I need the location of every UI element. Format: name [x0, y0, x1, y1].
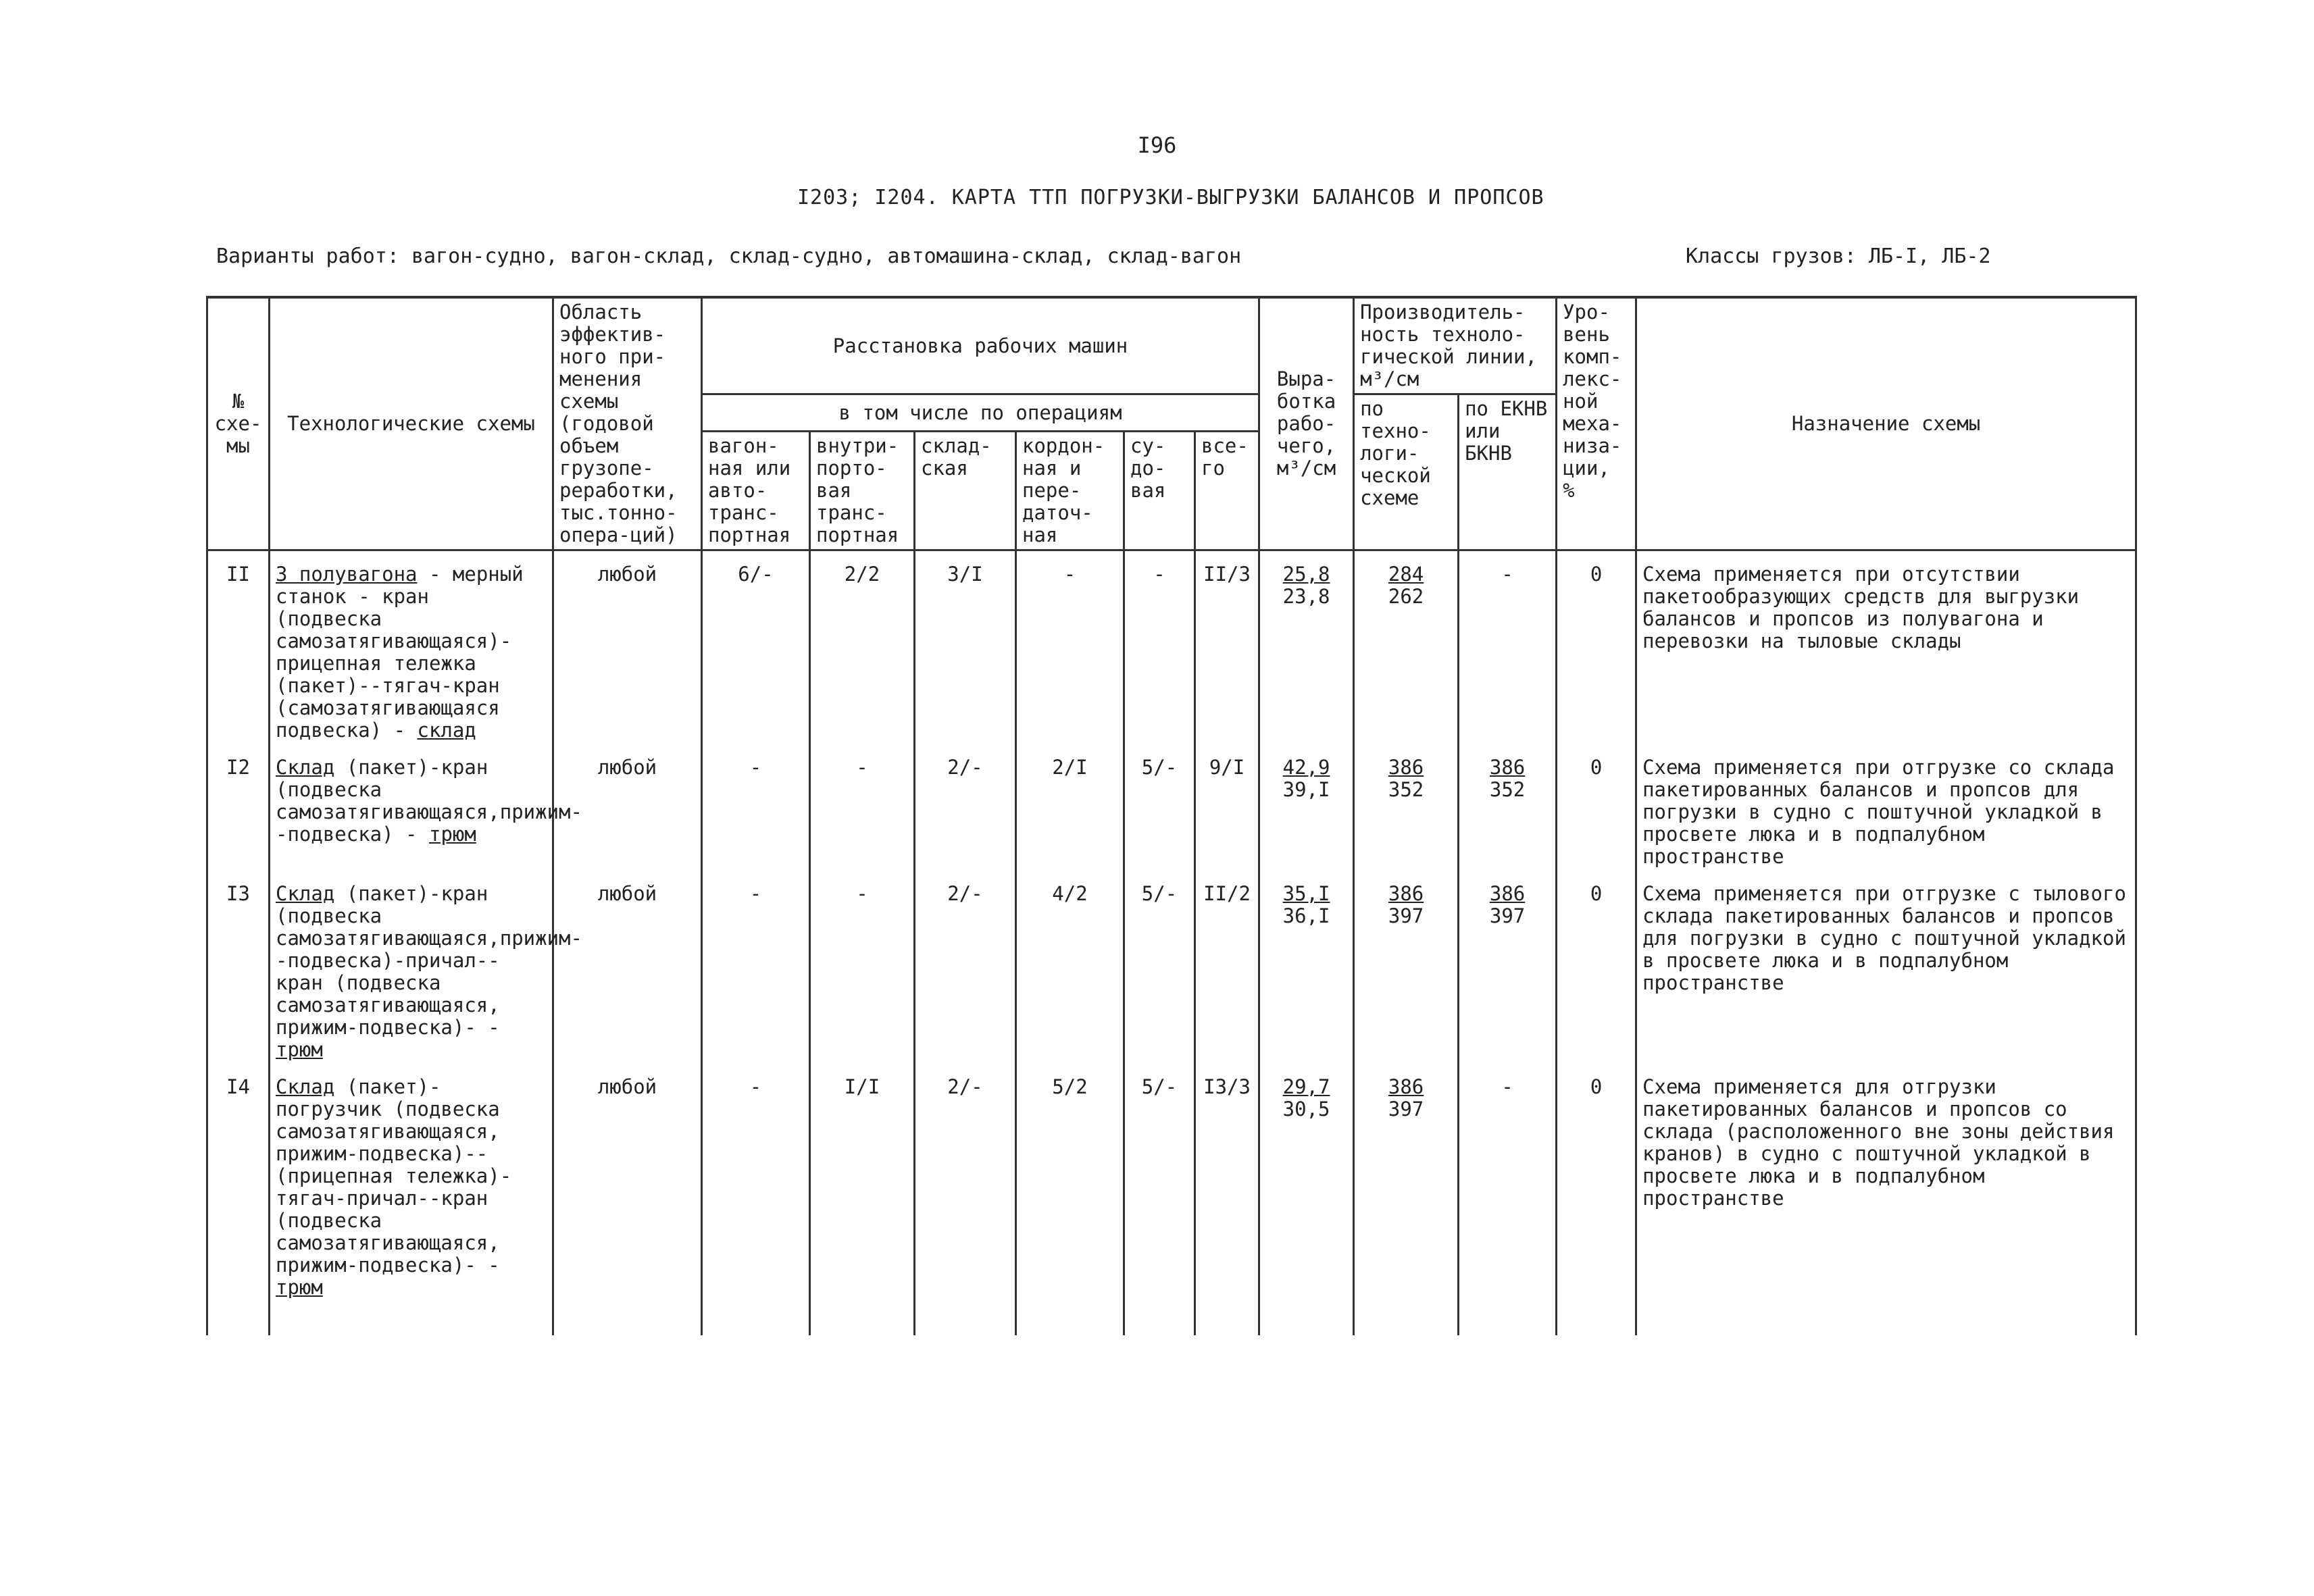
output-bottom: 23,8: [1282, 585, 1330, 608]
warehouse-cell: [915, 871, 1016, 1064]
header-purpose: Назначение схемы: [1636, 297, 2136, 550]
cell-text: любой: [597, 1075, 657, 1098]
cell-text: 2/-: [947, 882, 983, 905]
internal-cell: [810, 871, 915, 1064]
cell-text: 2/I: [1052, 756, 1088, 779]
scheme-middle: (пакет)-кран (подвеска самозатягивающаяся,прижим--подвеска) -: [276, 756, 582, 846]
productivity-cell: [1354, 1064, 1459, 1335]
scheme-number: [207, 1064, 270, 1335]
mech-level-cell: [1557, 744, 1636, 871]
cell-text: I2: [226, 756, 250, 779]
output-cell: [1259, 744, 1354, 871]
technology-table: [206, 296, 2137, 1335]
scheme-start: Склад: [276, 756, 335, 779]
cell-text: -: [749, 882, 762, 905]
table-row: [207, 550, 2136, 745]
output-top: 35,I: [1282, 882, 1330, 905]
cell-text: -: [856, 756, 868, 779]
cell-text: 0: [1590, 882, 1603, 905]
cell-text: 5/-: [1141, 882, 1178, 905]
eknv-top: -: [1501, 563, 1513, 586]
area-cell: [553, 550, 702, 745]
warehouse-cell: [915, 550, 1016, 745]
scheme-number: [207, 871, 270, 1064]
scheme-number: [207, 744, 270, 871]
table-row: [207, 871, 2136, 1064]
eknv-cell: [1459, 744, 1557, 871]
eknv-bottom: 352: [1489, 778, 1526, 801]
scheme-end: склад: [417, 719, 476, 742]
scheme-end: трюм: [428, 823, 476, 846]
cell-text: I3: [226, 882, 250, 905]
cell-text: 5/-: [1141, 756, 1178, 779]
cell-text: -: [749, 756, 762, 779]
header-scheme-no: № схе-мы: [207, 297, 270, 550]
cell-text: 0: [1590, 563, 1603, 586]
header-by-ops: в том числе по операциям: [702, 394, 1259, 432]
wagon-cell: [702, 550, 810, 745]
output-cell: [1259, 550, 1354, 745]
productivity-bottom: 352: [1388, 778, 1424, 801]
tech-scheme: [270, 871, 582, 1064]
scheme-number: [207, 550, 270, 745]
cell-text: -: [856, 882, 868, 905]
header-by-eknv: по ЕКНВ или БКНВ: [1459, 394, 1557, 550]
cell-text: I3/3: [1203, 1075, 1251, 1098]
ship-cell: [1124, 550, 1195, 745]
document-title: I203; I204. КАРТА ТТП ПОГРУЗКИ-ВЫГРУЗКИ БАЛАНСОВ И ПРОПСОВ: [797, 186, 1544, 209]
cordon-cell: [1016, 871, 1124, 1064]
header-by-scheme: по техно-логи-ческой схеме: [1354, 394, 1459, 550]
cell-text: II: [226, 563, 250, 586]
cell-text: Схема применяется при отгрузке с тылового склада пакетированных балансов и пропсов для погрузки в судно с поштучной укладкой в просвете люка и в подпалубном пространстве: [1642, 882, 2126, 994]
productivity-bottom: 397: [1388, 1098, 1424, 1121]
purpose-cell: [1636, 744, 2136, 871]
table-row: [207, 744, 2136, 871]
productivity-top: 386: [1388, 882, 1424, 905]
total-cell: [1195, 1064, 1259, 1335]
eknv-top: 386: [1489, 882, 1526, 905]
header-total: все-го: [1195, 432, 1259, 550]
cell-text: любой: [597, 882, 657, 905]
header-output: Выра-ботка рабо-чего, м³/см: [1259, 297, 1354, 550]
eknv-cell: [1459, 871, 1557, 1064]
ship-cell: [1124, 1064, 1195, 1335]
scheme-start: Склад: [276, 882, 335, 905]
cell-text: 4/2: [1052, 882, 1088, 905]
cell-text: -: [1153, 563, 1165, 586]
internal-cell: [810, 550, 915, 745]
eknv-top: 386: [1489, 756, 1526, 779]
header-area: Область эффектив-ного при-менения схемы (годовой объем грузопе-реработки, тыс.тонно-опера-ций): [553, 297, 702, 550]
cell-text: 5/2: [1052, 1075, 1088, 1098]
cell-text: I4: [226, 1075, 250, 1098]
cell-text: 9/I: [1209, 756, 1245, 779]
warehouse-cell: [915, 1064, 1016, 1335]
cell-text: 3/I: [947, 563, 983, 586]
header-tech-schemes: Технологические схемы: [270, 297, 553, 550]
cell-text: 2/-: [947, 1075, 983, 1098]
cell-text: I/I: [844, 1075, 880, 1098]
cargo-classes: Классы грузов: ЛБ-I, ЛБ-2: [1686, 244, 1991, 268]
purpose-cell: [1636, 871, 2136, 1064]
mech-level-cell: [1557, 550, 1636, 745]
work-variants: Варианты работ: вагон-судно, вагон-склад, склад-судно, автомашина-склад, склад-вагон: [216, 244, 1242, 268]
cell-text: любой: [597, 756, 657, 779]
output-top: 29,7: [1282, 1075, 1330, 1098]
eknv-bottom: 397: [1489, 904, 1526, 927]
cell-text: -: [749, 1075, 762, 1098]
wagon-cell: [702, 744, 810, 871]
area-cell: [553, 871, 702, 1064]
total-cell: [1195, 744, 1259, 871]
productivity-cell: [1354, 871, 1459, 1064]
page-number: I96: [1137, 132, 1177, 158]
tech-scheme: [270, 1064, 553, 1335]
productivity-cell: [1354, 744, 1459, 871]
productivity-bottom: 262: [1388, 585, 1424, 608]
productivity-top: 284: [1388, 563, 1424, 586]
output-cell: [1259, 1064, 1354, 1335]
eknv-top: -: [1501, 1075, 1513, 1098]
header-machines: Расстановка рабочих машин: [702, 297, 1259, 394]
scheme-middle: (пакет)-погрузчик (подвеска самозатягивающаяся, прижим-подвеска)--(прицепная тележка)-тягач-причал--кран (подвеска самозатягивающаяся, прижим-подвеска)- -: [276, 1075, 512, 1277]
productivity-top: 386: [1388, 1075, 1424, 1098]
cell-text: II/3: [1203, 563, 1251, 586]
area-cell: [553, 1064, 702, 1335]
eknv-cell: [1459, 1064, 1557, 1335]
warehouse-cell: [915, 744, 1016, 871]
productivity-cell: [1354, 550, 1459, 745]
cell-text: Схема применяется для отгрузки пакетированных балансов и пропсов со склада (расположенного вне зоны действия кранов) в судно с поштучной укладкой в просвете люка и в подпалубном пространстве: [1642, 1075, 2115, 1210]
tech-scheme: [270, 550, 553, 745]
mech-level-cell: [1557, 1064, 1636, 1335]
purpose-cell: [1636, 550, 2136, 745]
header-ship: су-до-вая: [1124, 432, 1195, 550]
scheme-middle: - мерный станок - кран (подвеска самозатягивающаяся)-прицепная тележка (пакет)--тягач-кран (самозатягивающаяся подвеска) -: [276, 563, 524, 742]
output-cell: [1259, 871, 1354, 1064]
cell-text: любой: [597, 563, 657, 586]
wagon-cell: [702, 1064, 810, 1335]
table-row: [207, 1064, 2136, 1335]
output-top: 25,8: [1282, 563, 1330, 586]
header-cordon: кордон-ная и пере-даточ-ная: [1016, 432, 1124, 550]
productivity-bottom: 397: [1388, 904, 1424, 927]
mech-level-cell: [1557, 871, 1636, 1064]
cell-text: 2/2: [844, 563, 880, 586]
purpose-cell: [1636, 1064, 2136, 1335]
scheme-end: трюм: [276, 1038, 323, 1061]
output-bottom: 39,I: [1282, 778, 1330, 801]
cell-text: 5/-: [1141, 1075, 1178, 1098]
cell-text: -: [1063, 563, 1076, 586]
cell-text: II/2: [1203, 882, 1251, 905]
tech-scheme: [270, 744, 582, 871]
total-cell: [1195, 550, 1259, 745]
eknv-cell: [1459, 550, 1557, 745]
header-wagon: вагон-ная или авто-транс-портная: [702, 432, 810, 550]
cell-text: 6/-: [738, 563, 774, 586]
header-mech-level: Уро-вень комп-лекс-ной меха-низа-ции, %: [1557, 297, 1636, 550]
cell-text: Схема применяется при отгрузке со склада пакетированных балансов и пропсов для погрузки в судно с поштучной укладкой в просвете люка и в подпалубном пространстве: [1642, 756, 2115, 868]
scheme-start: 3 полувагона: [276, 563, 418, 586]
cordon-cell: [1016, 550, 1124, 745]
scheme-end: трюм: [276, 1276, 323, 1299]
header-productivity: Производитель-ность техноло-гической линии, м³/см: [1354, 297, 1557, 394]
internal-cell: [810, 1064, 915, 1335]
cell-text: Схема применяется при отсутствии пакетообразующих средств для выгрузки балансов и пропсов из полувагона и перевозки на тыловые склады: [1642, 563, 2080, 652]
cordon-cell: [1016, 1064, 1124, 1335]
ship-cell: [1124, 744, 1195, 871]
header-warehouse: склад-ская: [915, 432, 1016, 550]
scheme-middle: (пакет)-кран (подвеска самозатягивающаяся,прижим--подвеска)-причал--кран (подвеска самозатягивающаяся, прижим-подвеска)- -: [276, 882, 582, 1039]
wagon-cell: [702, 871, 810, 1064]
output-bottom: 36,I: [1282, 904, 1330, 927]
output-bottom: 30,5: [1282, 1098, 1330, 1121]
cell-text: 0: [1590, 1075, 1603, 1098]
scheme-start: Склад: [276, 1075, 335, 1098]
output-top: 42,9: [1282, 756, 1330, 779]
productivity-top: 386: [1388, 756, 1424, 779]
internal-cell: [810, 744, 915, 871]
total-cell: [1195, 871, 1259, 1064]
cell-text: 2/-: [947, 756, 983, 779]
cordon-cell: [1016, 744, 1124, 871]
header-internal: внутри-порто-вая транс-портная: [810, 432, 915, 550]
ship-cell: [1124, 871, 1195, 1064]
cell-text: 0: [1590, 756, 1603, 779]
